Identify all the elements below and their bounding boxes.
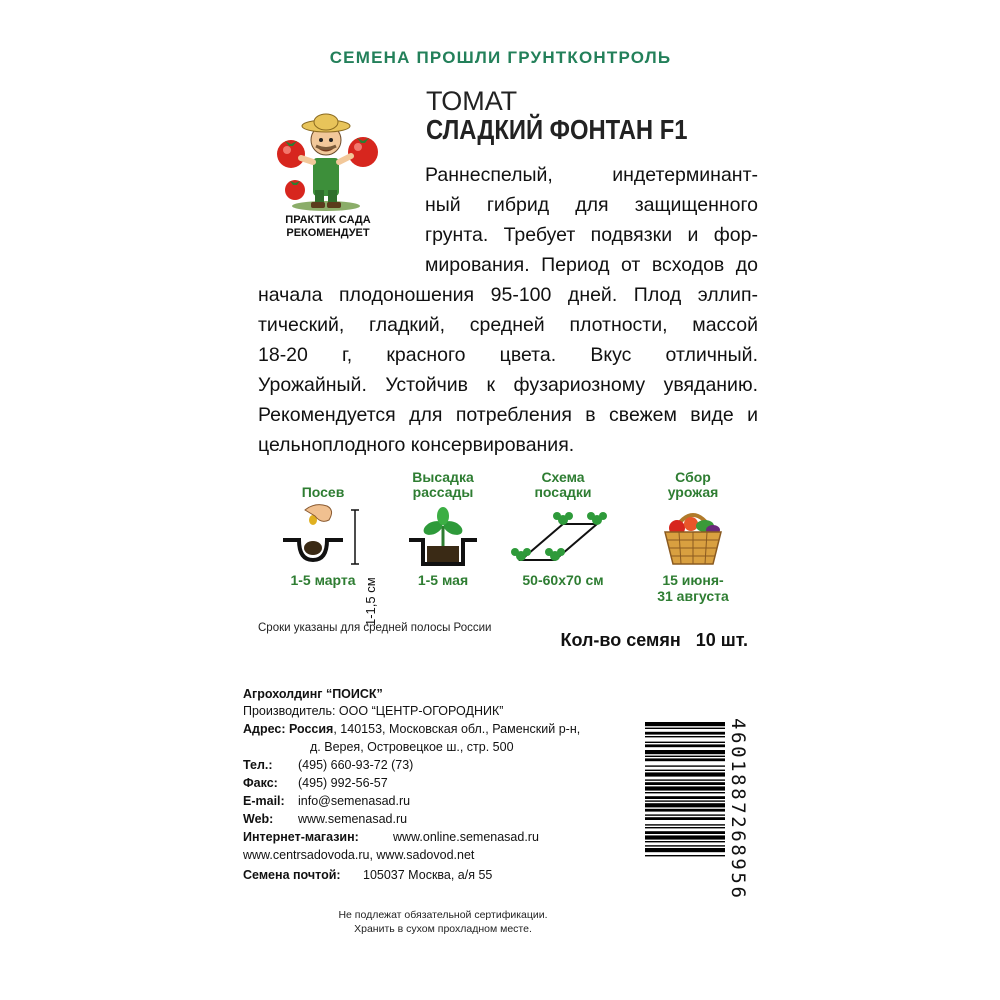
shop-links-line2[interactable]: www.centrsadovoda.ru, www.sadovod.net — [243, 848, 475, 862]
email-link[interactable]: info@semenasad.ru — [298, 794, 411, 808]
variety-name: СЛАДКИЙ ФОНТАН F1 — [426, 114, 688, 145]
step-sowing — [263, 468, 383, 626]
step-harvest — [633, 468, 753, 604]
step-title — [263, 468, 383, 500]
seed-count: Кол-во семян 10 шт. — [560, 630, 748, 650]
sowing-depth: 1-1,5 см — [363, 577, 378, 626]
planting-scheme-icon — [503, 502, 623, 572]
mascot-caption-line1: ПРАКТИК САДА — [285, 214, 371, 226]
mail-label: Семена почтой: — [243, 868, 341, 882]
step-title — [503, 468, 623, 500]
step-title-text: посадки — [534, 484, 592, 500]
step-transplant — [383, 468, 503, 588]
footnote — [243, 908, 643, 936]
crop-name: ТОМАТ — [426, 86, 518, 116]
description-line: Урожайный. Устойчив к фузариозному увяданию. — [258, 374, 758, 396]
footnote-certification: Не подлежат обязательной сертификации. — [338, 909, 548, 921]
step-title-text: Сбор — [675, 469, 711, 485]
web-label: Web: — [243, 812, 274, 826]
region-note: Сроки указаны для средней полосы России — [258, 622, 492, 634]
company-holding: Агрохолдинг “ПОИСК” — [243, 687, 383, 701]
description-line: Раннеспелый, индетерминант- — [425, 164, 758, 186]
description-line: начала плодоношения 95-100 дней. Плод эллип- — [258, 284, 758, 306]
step-date: 50-60x70 см — [522, 572, 604, 588]
step-date-second-line: 31 августа — [657, 588, 729, 604]
seedling-icon — [383, 502, 503, 572]
step-title-text: Посев — [301, 484, 345, 500]
description-line: мирования. Период от всходов до — [425, 254, 758, 276]
fax-label: Факс: — [243, 776, 278, 790]
description — [243, 156, 758, 476]
description-line: грунта. Требует подвязки и фор- — [425, 224, 758, 246]
shop-link[interactable]: www.online.semenasad.ru — [393, 830, 539, 844]
sowing-icon — [263, 502, 383, 572]
step-title-text: Схема — [541, 469, 585, 485]
seed-packet-back — [243, 30, 758, 980]
description-line: Рекомендуется для потребления в свежем виде и — [258, 404, 758, 426]
footnote-storage: Хранить в сухом прохладном месте. — [354, 923, 532, 935]
step-title-text: урожая — [667, 484, 719, 500]
step-date: 15 июня- — [662, 572, 724, 588]
description-line: ный гибрид для защищенного — [425, 194, 758, 216]
description-line: 18-20 г, красного цвета. Вкус отличный. — [258, 344, 758, 366]
quality-banner: СЕМЕНА ПРОШЛИ ГРУНТКОНТРОЛЬ — [329, 48, 672, 67]
description-line: цельноплодного консервирования. — [258, 434, 575, 456]
step-title-text: Высадка — [412, 469, 474, 485]
description-line: тический, гладкий, средней плотности, массой — [258, 314, 758, 336]
tel-label: Тел.: — [243, 758, 273, 772]
growing-steps — [263, 468, 758, 626]
address-label: Адрес: Россия — [243, 722, 334, 736]
company-producer: Производитель: ООО “ЦЕНТР-ОГОРОДНИК” — [243, 704, 504, 718]
barcode-digits — [729, 718, 753, 964]
step-title-text: рассады — [412, 484, 474, 500]
step-date: 1-5 марта — [290, 572, 356, 588]
email-label: E-mail: — [243, 794, 285, 808]
harvest-basket-icon — [633, 502, 753, 572]
barcode-number: 4601887268956 — [727, 718, 749, 901]
step-title — [633, 468, 753, 500]
web-link[interactable]: www.semenasad.ru — [298, 812, 408, 826]
tel-value: (495) 660-93-72 (73) — [298, 758, 414, 772]
mail-address: 105037 Москва, а/я 55 — [363, 868, 493, 882]
step-scheme — [503, 468, 623, 588]
step-date: 1-5 мая — [417, 572, 469, 588]
step-title — [383, 468, 503, 500]
address-line1: , 140153, Московская обл., Раменский р-н, — [333, 722, 581, 736]
address-line2: д. Верея, Островецкое ш., стр. 500 — [310, 740, 514, 754]
shop-label: Интернет-магазин: — [243, 830, 359, 844]
mascot-caption-line2: РЕКОМЕНДУЕТ — [286, 227, 370, 239]
fax-value: (495) 992-56-57 — [298, 776, 388, 790]
